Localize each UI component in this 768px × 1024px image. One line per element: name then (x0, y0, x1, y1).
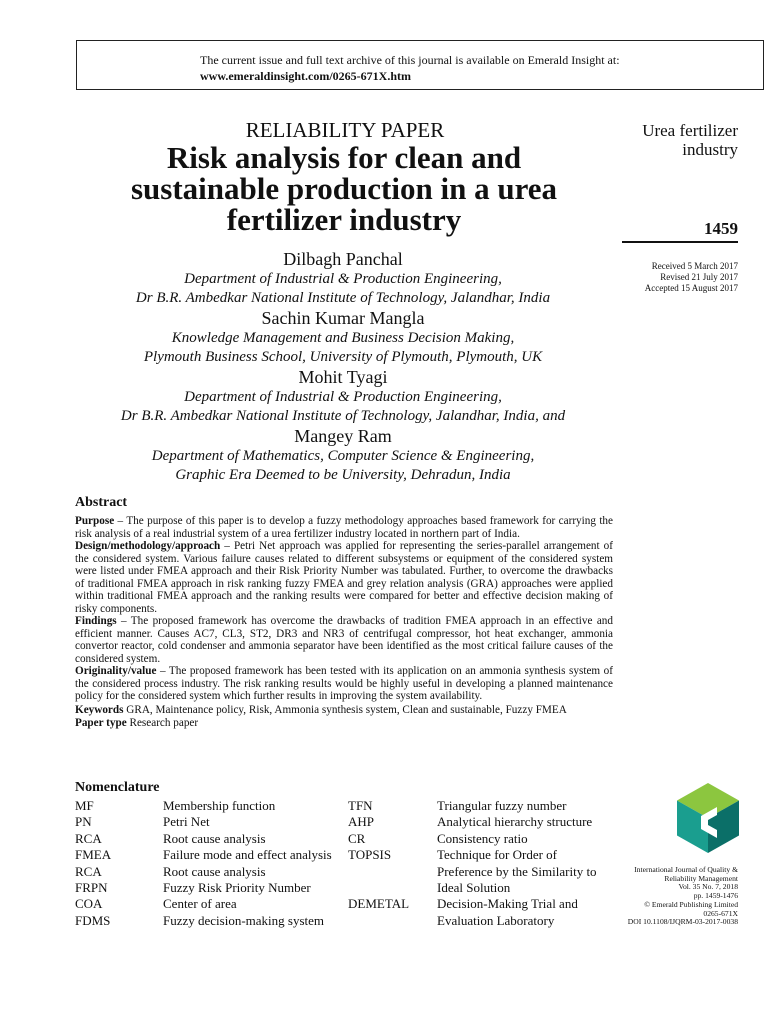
section-label: Paper type (75, 717, 127, 729)
abstract-originality (75, 665, 613, 703)
date-received: Received 5 March 2017 (651, 261, 738, 271)
section-label: Findings (75, 615, 117, 627)
abstract-body (75, 515, 613, 730)
notice-url[interactable]: www.emeraldinsight.com/0265-671X.htm (200, 69, 411, 83)
nom-abbrev: TFN (348, 798, 373, 813)
running-title (588, 121, 738, 159)
nom-abbrev: AHP (348, 814, 375, 830)
author-name: Sachin Kumar Mangla (261, 308, 425, 328)
author-name: Mohit Tyagi (298, 367, 388, 387)
nomenclature-def-col-1 (163, 798, 332, 929)
nomenclature-abbrev-col-1 (75, 798, 111, 929)
nomenclature-heading: Nomenclature (75, 780, 160, 795)
author-affiliation: Department of Industrial & Production Engineering, (184, 389, 502, 405)
author-affiliation: Knowledge Management and Business Decision Making, (171, 330, 515, 346)
submission-dates (645, 261, 738, 294)
nom-abbrev: MF (75, 798, 94, 813)
title-line: Risk analysis for clean and (166, 140, 522, 175)
nom-abbrev: COA (75, 896, 103, 912)
date-accepted: Accepted 15 August 2017 (644, 283, 738, 293)
nom-abbrev: DEMETAL (348, 896, 410, 912)
nom-definition: Decision-Making Trial and (437, 896, 578, 912)
running-title-line: industry (682, 140, 738, 159)
author-name: Mangey Ram (294, 426, 392, 446)
nom-abbrev (348, 880, 409, 896)
nom-definition: Root cause analysis (163, 863, 266, 879)
abstract-findings (75, 615, 613, 665)
nom-abbrev: FMEA (75, 847, 112, 863)
journal-issn: 0265-671X (703, 908, 738, 918)
nom-definition: Membership function (163, 798, 276, 813)
nom-abbrev: PN (75, 814, 92, 830)
section-label: Design/methodology/approach (75, 540, 221, 552)
author-affiliation: Graphic Era Deemed to be University, Dehradun, India (175, 467, 511, 483)
nom-definition: Consistency ratio (437, 830, 528, 846)
section-text: – Petri Net approach was applied for representing the series-parallel arrangement of the considered system. Various failure causes related to different subsystems or equipment of the considered system were listed under FMEA approach and their Risk Priority Number was tabulated. Further, to overcome the drawbacks of traditional FMEA approach in risk ranking fuzzy FMEA and grey relation analysis (GRA) approaches were applied within traditional FMEA approach and the ranking results were compared for better and effective decision making of risky components. (75, 540, 613, 615)
author-affiliation: Dr B.R. Ambedkar National Institute of Technology, Jalandhar, India, and (120, 408, 566, 424)
nom-abbrev: TOPSIS (348, 847, 392, 863)
abstract-heading: Abstract (75, 495, 128, 510)
nom-definition: Preference by the Similarity to (437, 863, 597, 879)
nom-definition: Triangular fuzzy number (437, 798, 567, 813)
journal-pages: pp. 1459-1476 (693, 891, 738, 901)
nom-abbrev: FDMS (75, 912, 111, 928)
nom-abbrev: CR (348, 830, 366, 846)
paper-type-label: RELIABILITY PAPER (245, 118, 445, 142)
nom-abbrev: RCA (75, 863, 102, 879)
page-number: 1459 (704, 219, 738, 238)
date-revised: Revised 21 July 2017 (660, 272, 738, 282)
section-text: – The proposed framework has overcome the drawbacks of tradition FMEA approach in an effective and efficient manner. Causes AC7, CL3, ST2, DR3 and NR3 of centrifugal compressor, hot heat exchanger, ammonia convertor reactor, cold condenser and ammonia separator have been identified as the most critical failure causes of the considered system. (75, 615, 613, 665)
section-text: – The proposed framework has been tested with its application on an ammonia synthesis system of the considered process industry. The risk ranking results would be highly useful in developing a planned maintenance policy for the considered system which further results in improving the system availability. (75, 665, 613, 702)
abstract-purpose (75, 515, 613, 540)
journal-notice-box (76, 40, 764, 90)
nom-definition: Ideal Solution (437, 880, 511, 896)
nom-abbrev (348, 913, 409, 929)
nom-definition: Technique for Order of (437, 847, 558, 863)
author-affiliation: Dr B.R. Ambedkar National Institute of Technology, Jalandhar, India (135, 290, 551, 306)
notice-line-1: The current issue and full text archive of this journal is available on Emerald Insight at: (200, 53, 620, 67)
nom-abbrev: FRPN (75, 880, 108, 896)
author-affiliation: Plymouth Business School, University of Plymouth, Plymouth, UK (143, 349, 543, 365)
journal-publisher: © Emerald Publishing Limited (644, 899, 738, 909)
abstract-paper-type (75, 717, 613, 730)
nom-definition: Fuzzy Risk Priority Number (163, 880, 311, 896)
journal-volume: Vol. 35 No. 7, 2018 (678, 882, 738, 892)
running-title-line: Urea fertilizer (642, 121, 738, 140)
journal-info (598, 866, 738, 927)
section-label: Originality/value (75, 665, 157, 677)
sidebar-divider (622, 241, 738, 243)
author-affiliation: Department of Mathematics, Computer Science & Engineering, (151, 448, 535, 464)
abstract-keywords (75, 704, 613, 717)
nom-definition: Evaluation Laboratory (437, 912, 555, 928)
section-text: – The purpose of this paper is to develop a fuzzy methodology approaches based framework for carrying the risk analysis of a real industrial system of a urea fertilizer industry located in northern part of India. (75, 515, 613, 540)
section-text: Research paper (126, 717, 199, 729)
abstract-design (75, 540, 613, 615)
author-affiliation: Department of Industrial & Production Engineering, (184, 271, 502, 287)
nom-definition: Center of area (163, 896, 237, 912)
emerald-logo-icon (677, 783, 739, 853)
nom-definition: Analytical hierarchy structure (437, 814, 593, 830)
journal-name: Reliability Management (664, 873, 738, 883)
author-name: Dilbagh Panchal (283, 249, 403, 269)
paper-title (80, 142, 608, 235)
section-label: Purpose (75, 515, 115, 527)
nom-definition: Petri Net (163, 814, 210, 830)
journal-doi: DOI 10.1108/IJQRM-03-2017-0038 (627, 917, 738, 927)
nom-definition: Fuzzy decision-making system (163, 912, 325, 928)
section-text: GRA, Maintenance policy, Risk, Ammonia synthesis system, Clean and sustainable, Fuzzy FMEA (123, 703, 567, 716)
nom-definition: Failure mode and effect analysis (163, 847, 332, 863)
nom-definition: Root cause analysis (163, 830, 266, 846)
nom-abbrev (348, 864, 409, 880)
journal-name: International Journal of Quality & (634, 865, 738, 874)
author-block (76, 249, 610, 485)
nom-abbrev: RCA (75, 830, 102, 846)
nomenclature-def-col-2 (437, 798, 597, 929)
section-label: Keywords (75, 703, 124, 716)
nomenclature-abbrev-col-2 (348, 798, 409, 929)
title-line: sustainable production in a urea (130, 171, 558, 206)
title-line: fertilizer industry (226, 202, 462, 237)
